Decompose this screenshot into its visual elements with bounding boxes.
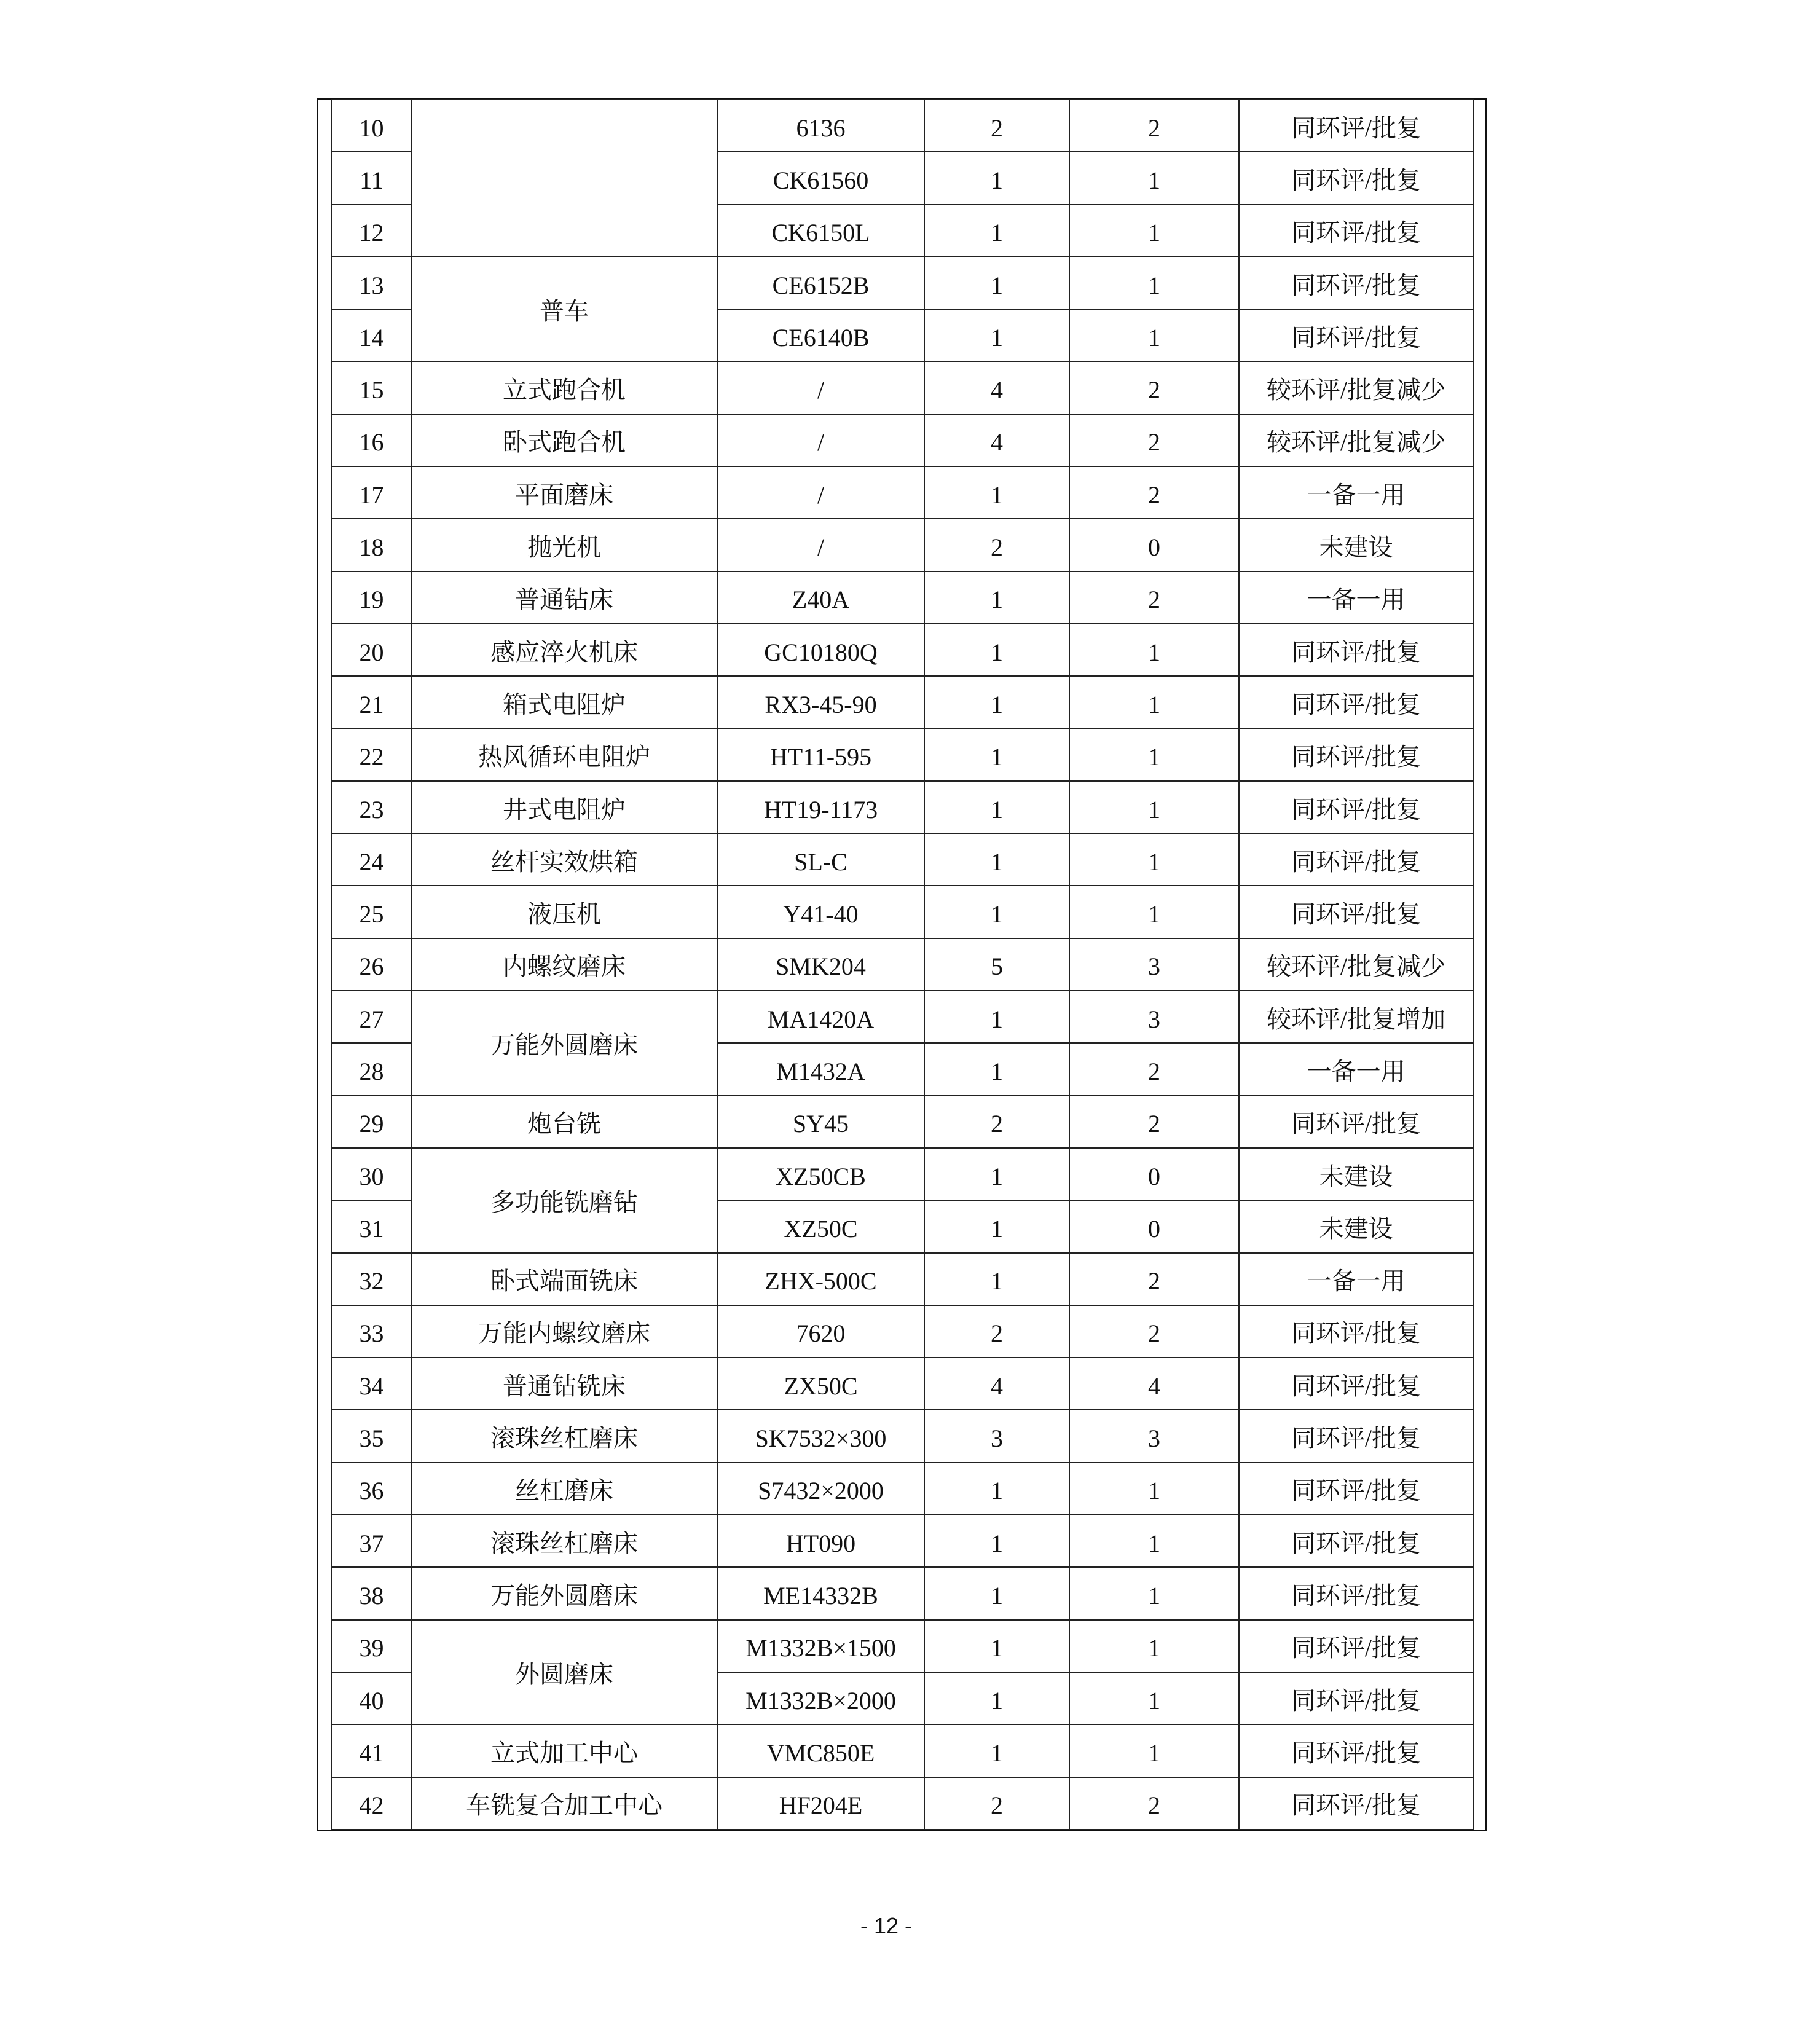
equipment-table-body xyxy=(332,100,1473,1830)
planned-quantity: 1 xyxy=(924,572,1069,624)
planned-quantity: 1 xyxy=(924,1724,1069,1777)
remark: 较环评/批复增加 xyxy=(1239,991,1473,1043)
planned-quantity: 1 xyxy=(924,676,1069,728)
equipment-model: XZ50C xyxy=(717,1200,924,1252)
actual-quantity: 2 xyxy=(1069,1777,1239,1830)
equipment-model: SY45 xyxy=(717,1096,924,1148)
row-number: 21 xyxy=(332,676,411,728)
planned-quantity: 1 xyxy=(924,1672,1069,1724)
row-number: 15 xyxy=(332,361,411,414)
planned-quantity: 1 xyxy=(924,781,1069,833)
planned-quantity: 1 xyxy=(924,1148,1069,1200)
actual-quantity: 1 xyxy=(1069,1515,1239,1567)
row-number: 37 xyxy=(332,1515,411,1567)
row-number: 36 xyxy=(332,1463,411,1515)
remark: 未建设 xyxy=(1239,519,1473,571)
actual-quantity: 0 xyxy=(1069,1200,1239,1252)
equipment-model: M1332B×2000 xyxy=(717,1672,924,1724)
planned-quantity: 4 xyxy=(924,361,1069,414)
table-row xyxy=(332,624,1473,676)
equipment-model: RX3-45-90 xyxy=(717,676,924,728)
row-number: 33 xyxy=(332,1305,411,1358)
remark: 较环评/批复减少 xyxy=(1239,938,1473,991)
table-row xyxy=(332,100,1473,152)
planned-quantity: 1 xyxy=(924,309,1069,361)
actual-quantity: 1 xyxy=(1069,257,1239,309)
row-number: 20 xyxy=(332,624,411,676)
row-number: 38 xyxy=(332,1567,411,1619)
equipment-model: HF204E xyxy=(717,1777,924,1830)
planned-quantity: 1 xyxy=(924,1200,1069,1252)
planned-quantity: 4 xyxy=(924,414,1069,466)
row-number: 41 xyxy=(332,1724,411,1777)
row-number: 23 xyxy=(332,781,411,833)
table-row xyxy=(332,781,1473,833)
planned-quantity: 3 xyxy=(924,1410,1069,1462)
equipment-model: Z40A xyxy=(717,572,924,624)
equipment-model: XZ50CB xyxy=(717,1148,924,1200)
equipment-model: / xyxy=(717,414,924,466)
table-row xyxy=(332,1148,1473,1200)
table-row xyxy=(332,1358,1473,1410)
equipment-model: GC10180Q xyxy=(717,624,924,676)
equipment-name: 普通钻床 xyxy=(411,572,717,624)
planned-quantity: 5 xyxy=(924,938,1069,991)
equipment-name: 立式跑合机 xyxy=(411,361,717,414)
table-row xyxy=(332,938,1473,991)
table-row xyxy=(332,1620,1473,1672)
actual-quantity: 1 xyxy=(1069,624,1239,676)
planned-quantity: 1 xyxy=(924,729,1069,781)
remark: 同环评/批复 xyxy=(1239,100,1473,152)
table-row xyxy=(332,466,1473,519)
row-number: 17 xyxy=(332,466,411,519)
table-row xyxy=(332,991,1473,1043)
remark: 同环评/批复 xyxy=(1239,833,1473,886)
table-row xyxy=(332,414,1473,466)
planned-quantity: 2 xyxy=(924,1096,1069,1148)
equipment-model: CE6140B xyxy=(717,309,924,361)
remark: 同环评/批复 xyxy=(1239,886,1473,938)
actual-quantity: 1 xyxy=(1069,1620,1239,1672)
remark: 一备一用 xyxy=(1239,466,1473,519)
equipment-name xyxy=(411,100,717,257)
row-number: 26 xyxy=(332,938,411,991)
equipment-name: 立式加工中心 xyxy=(411,1724,717,1777)
equipment-model: CK6150L xyxy=(717,205,924,257)
equipment-name: 内螺纹磨床 xyxy=(411,938,717,991)
row-number: 31 xyxy=(332,1200,411,1252)
planned-quantity: 1 xyxy=(924,1043,1069,1095)
remark: 同环评/批复 xyxy=(1239,309,1473,361)
equipment-model: HT19-1173 xyxy=(717,781,924,833)
actual-quantity: 1 xyxy=(1069,205,1239,257)
equipment-model: MA1420A xyxy=(717,991,924,1043)
row-number: 22 xyxy=(332,729,411,781)
actual-quantity: 2 xyxy=(1069,361,1239,414)
remark: 同环评/批复 xyxy=(1239,676,1473,728)
planned-quantity: 1 xyxy=(924,886,1069,938)
equipment-name: 普车 xyxy=(411,257,717,362)
table-row xyxy=(332,833,1473,886)
table-row xyxy=(332,676,1473,728)
equipment-name: 普通钻铣床 xyxy=(411,1358,717,1410)
planned-quantity: 1 xyxy=(924,1567,1069,1619)
planned-quantity: 1 xyxy=(924,1515,1069,1567)
remark: 同环评/批复 xyxy=(1239,1410,1473,1462)
equipment-name: 炮台铣 xyxy=(411,1096,717,1148)
row-number: 18 xyxy=(332,519,411,571)
row-number: 28 xyxy=(332,1043,411,1095)
equipment-name: 万能外圆磨床 xyxy=(411,1567,717,1619)
remark: 同环评/批复 xyxy=(1239,257,1473,309)
equipment-model: HT11-595 xyxy=(717,729,924,781)
remark: 未建设 xyxy=(1239,1148,1473,1200)
equipment-name: 平面磨床 xyxy=(411,466,717,519)
equipment-name: 抛光机 xyxy=(411,519,717,571)
actual-quantity: 1 xyxy=(1069,1724,1239,1777)
table-row xyxy=(332,1777,1473,1830)
remark: 同环评/批复 xyxy=(1239,1724,1473,1777)
actual-quantity: 2 xyxy=(1069,414,1239,466)
remark: 同环评/批复 xyxy=(1239,624,1473,676)
actual-quantity: 1 xyxy=(1069,1567,1239,1619)
equipment-model: 7620 xyxy=(717,1305,924,1358)
row-number: 16 xyxy=(332,414,411,466)
actual-quantity: 1 xyxy=(1069,152,1239,204)
planned-quantity: 1 xyxy=(924,1253,1069,1305)
planned-quantity: 4 xyxy=(924,1358,1069,1410)
remark: 同环评/批复 xyxy=(1239,729,1473,781)
equipment-name: 多功能铣磨钻 xyxy=(411,1148,717,1253)
remark: 一备一用 xyxy=(1239,572,1473,624)
remark: 同环评/批复 xyxy=(1239,1620,1473,1672)
planned-quantity: 2 xyxy=(924,519,1069,571)
planned-quantity: 1 xyxy=(924,205,1069,257)
remark: 同环评/批复 xyxy=(1239,152,1473,204)
row-number: 34 xyxy=(332,1358,411,1410)
planned-quantity: 1 xyxy=(924,466,1069,519)
planned-quantity: 1 xyxy=(924,991,1069,1043)
planned-quantity: 2 xyxy=(924,100,1069,152)
row-number: 35 xyxy=(332,1410,411,1462)
row-number: 32 xyxy=(332,1253,411,1305)
row-number: 42 xyxy=(332,1777,411,1830)
actual-quantity: 1 xyxy=(1069,886,1239,938)
equipment-model: HT090 xyxy=(717,1515,924,1567)
equipment-model: SMK204 xyxy=(717,938,924,991)
row-number: 24 xyxy=(332,833,411,886)
equipment-model: S7432×2000 xyxy=(717,1463,924,1515)
equipment-model: CE6152B xyxy=(717,257,924,309)
equipment-name: 箱式电阻炉 xyxy=(411,676,717,728)
equipment-model: VMC850E xyxy=(717,1724,924,1777)
equipment-name: 液压机 xyxy=(411,886,717,938)
equipment-model: M1432A xyxy=(717,1043,924,1095)
equipment-model: 6136 xyxy=(717,100,924,152)
equipment-name: 感应淬火机床 xyxy=(411,624,717,676)
equipment-model: SL-C xyxy=(717,833,924,886)
planned-quantity: 1 xyxy=(924,624,1069,676)
table-row xyxy=(332,572,1473,624)
remark: 较环评/批复减少 xyxy=(1239,361,1473,414)
table-row xyxy=(332,1567,1473,1619)
planned-quantity: 2 xyxy=(924,1777,1069,1830)
table-row xyxy=(332,1096,1473,1148)
remark: 同环评/批复 xyxy=(1239,1515,1473,1567)
row-number: 12 xyxy=(332,205,411,257)
remark: 一备一用 xyxy=(1239,1043,1473,1095)
equipment-model: M1332B×1500 xyxy=(717,1620,924,1672)
remark: 同环评/批复 xyxy=(1239,1672,1473,1724)
equipment-model: CK61560 xyxy=(717,152,924,204)
table-row xyxy=(332,257,1473,309)
remark: 一备一用 xyxy=(1239,1253,1473,1305)
equipment-model: / xyxy=(717,519,924,571)
equipment-name: 卧式跑合机 xyxy=(411,414,717,466)
table-row xyxy=(332,1463,1473,1515)
actual-quantity: 1 xyxy=(1069,676,1239,728)
row-number: 19 xyxy=(332,572,411,624)
row-number: 30 xyxy=(332,1148,411,1200)
actual-quantity: 0 xyxy=(1069,519,1239,571)
table-row xyxy=(332,1724,1473,1777)
row-number: 29 xyxy=(332,1096,411,1148)
remark: 同环评/批复 xyxy=(1239,1777,1473,1830)
remark: 同环评/批复 xyxy=(1239,1096,1473,1148)
actual-quantity: 1 xyxy=(1069,781,1239,833)
remark: 较环评/批复减少 xyxy=(1239,414,1473,466)
table-row xyxy=(332,1515,1473,1567)
actual-quantity: 2 xyxy=(1069,572,1239,624)
equipment-name: 卧式端面铣床 xyxy=(411,1253,717,1305)
actual-quantity: 2 xyxy=(1069,1305,1239,1358)
actual-quantity: 2 xyxy=(1069,100,1239,152)
actual-quantity: 4 xyxy=(1069,1358,1239,1410)
equipment-name: 丝杆实效烘箱 xyxy=(411,833,717,886)
row-number: 11 xyxy=(332,152,411,204)
equipment-name: 滚珠丝杠磨床 xyxy=(411,1515,717,1567)
actual-quantity: 2 xyxy=(1069,466,1239,519)
remark: 同环评/批复 xyxy=(1239,1463,1473,1515)
planned-quantity: 1 xyxy=(924,1620,1069,1672)
equipment-model: Y41-40 xyxy=(717,886,924,938)
table-row xyxy=(332,519,1473,571)
actual-quantity: 3 xyxy=(1069,991,1239,1043)
row-number: 39 xyxy=(332,1620,411,1672)
remark: 同环评/批复 xyxy=(1239,1567,1473,1619)
equipment-name: 万能内螺纹磨床 xyxy=(411,1305,717,1358)
planned-quantity: 1 xyxy=(924,1463,1069,1515)
remark: 同环评/批复 xyxy=(1239,781,1473,833)
equipment-name: 车铣复合加工中心 xyxy=(411,1777,717,1830)
table-row xyxy=(332,1305,1473,1358)
equipment-name: 万能外圆磨床 xyxy=(411,991,717,1096)
remark: 同环评/批复 xyxy=(1239,1305,1473,1358)
equipment-model: / xyxy=(717,361,924,414)
remark: 未建设 xyxy=(1239,1200,1473,1252)
table-row xyxy=(332,361,1473,414)
row-number: 14 xyxy=(332,309,411,361)
actual-quantity: 2 xyxy=(1069,1043,1239,1095)
row-number: 27 xyxy=(332,991,411,1043)
actual-quantity: 3 xyxy=(1069,938,1239,991)
equipment-name: 井式电阻炉 xyxy=(411,781,717,833)
equipment-table xyxy=(331,99,1474,1830)
equipment-model: ZX50C xyxy=(717,1358,924,1410)
actual-quantity: 1 xyxy=(1069,833,1239,886)
actual-quantity: 2 xyxy=(1069,1096,1239,1148)
actual-quantity: 3 xyxy=(1069,1410,1239,1462)
equipment-model: SK7532×300 xyxy=(717,1410,924,1462)
table-row xyxy=(332,1253,1473,1305)
equipment-name: 滚珠丝杠磨床 xyxy=(411,1410,717,1462)
actual-quantity: 1 xyxy=(1069,1463,1239,1515)
row-number: 40 xyxy=(332,1672,411,1724)
actual-quantity: 1 xyxy=(1069,729,1239,781)
planned-quantity: 2 xyxy=(924,1305,1069,1358)
row-number: 13 xyxy=(332,257,411,309)
table-row xyxy=(332,729,1473,781)
equipment-name: 丝杠磨床 xyxy=(411,1463,717,1515)
row-number: 25 xyxy=(332,886,411,938)
planned-quantity: 1 xyxy=(924,257,1069,309)
planned-quantity: 1 xyxy=(924,833,1069,886)
table-row xyxy=(332,1410,1473,1462)
table-row xyxy=(332,886,1473,938)
planned-quantity: 1 xyxy=(924,152,1069,204)
row-number: 10 xyxy=(332,100,411,152)
equipment-name: 热风循环电阻炉 xyxy=(411,729,717,781)
actual-quantity: 2 xyxy=(1069,1253,1239,1305)
actual-quantity: 1 xyxy=(1069,1672,1239,1724)
equipment-model: ZHX-500C xyxy=(717,1253,924,1305)
remark: 同环评/批复 xyxy=(1239,205,1473,257)
equipment-name: 外圆磨床 xyxy=(411,1620,717,1725)
remark: 同环评/批复 xyxy=(1239,1358,1473,1410)
actual-quantity: 0 xyxy=(1069,1148,1239,1200)
equipment-model: / xyxy=(717,466,924,519)
page-number: - 12 - xyxy=(860,1913,913,1938)
equipment-model: ME14332B xyxy=(717,1567,924,1619)
actual-quantity: 1 xyxy=(1069,309,1239,361)
